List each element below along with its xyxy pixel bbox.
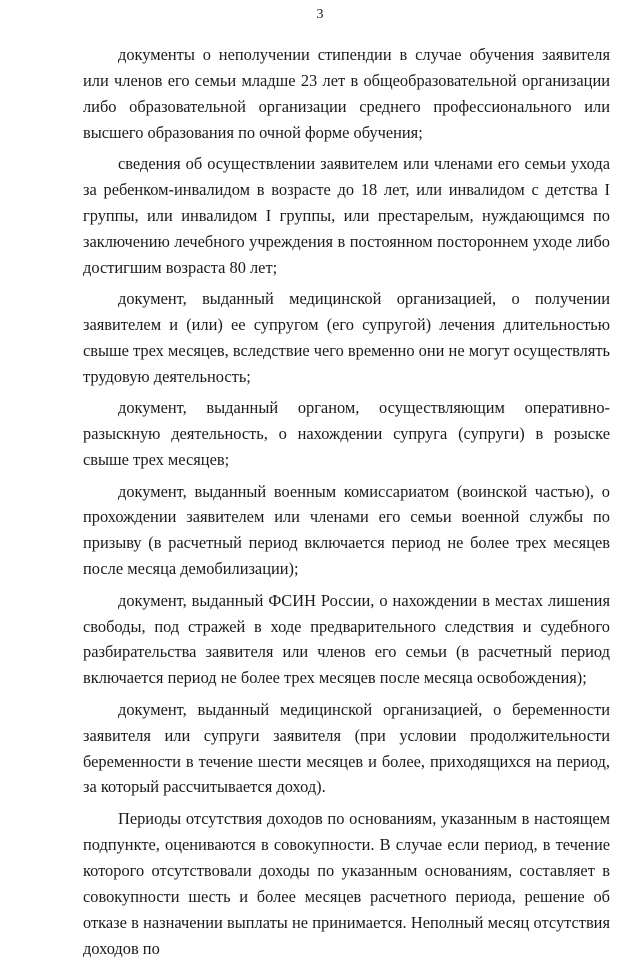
page-number: 3 — [316, 7, 324, 22]
paragraph-income-absence-periods: Периоды отсутствия доходов по основаниям, указанным в настоящем подпункте, оцениваются в совокупности. В случае если период, в течение которого отсутствовали доходы по указанным основаниям, составляет в совокупности шесть и более месяцев расчетного периода, решение об отказе в назначении выплаты не принимается. Неполный месяц отсутствия доходов по — [83, 809, 610, 958]
paragraph-fsin-detention: документ, выданный ФСИН России, о нахождении в местах лишения свободы, под стражей в ходе предварительного следствия и судебного разбирательства заявителя или членов его семьи (в расчетный период включается период не более трех месяцев после месяца освобождения); — [83, 590, 610, 688]
paragraph-medical-treatment: документ, выданный медицинской организацией, о получении заявителем и (или) ее супругом (его супругой) лечения длительностью свыше трех месяцев, вследствие чего временно они не могут осуществлять трудовую деятельность; — [83, 289, 610, 386]
paragraph-scholarship-documents: документы о неполучении стипендии в случае обучения заявителя или членов его семьи младше 23 лет в общеобразовательной организации либо образовательной организации среднего профессионального или высшего образования по очной форме обучения; — [83, 45, 610, 142]
paragraph-pregnancy: документ, выданный медицинской организацией, о беременности заявителя или супруги заявителя (при условии продолжительности беременности в течение шести месяцев и более, приходящихся на период, за который рассчитывается доход). — [83, 699, 610, 797]
paragraph-care-information: сведения об осуществлении заявителем или членами его семьи ухода за ребенком-инвалидом в возрасте до 18 лет, или инвалидом с детства I группы, или инвалидом I группы, или престарелым, нуждающимся по заключению лечебного учреждения в постоянном постороннем уходе либо достигшим возраста 80 лет; — [83, 154, 610, 277]
paragraph-spouse-search: документ, выданный органом, осуществляющим оперативно-разыскную деятельность, о нахождении супруга (супруги) в розыске свыше трех месяцев; — [83, 398, 610, 470]
paragraph-military-service: документ, выданный военным комиссариатом (воинской частью), о прохождении заявителем или членами его семьи военной службы по призыву (в расчетный период включается период не более трех месяцев после месяца демобилизации); — [83, 481, 610, 579]
document-body — [83, 42, 610, 967]
